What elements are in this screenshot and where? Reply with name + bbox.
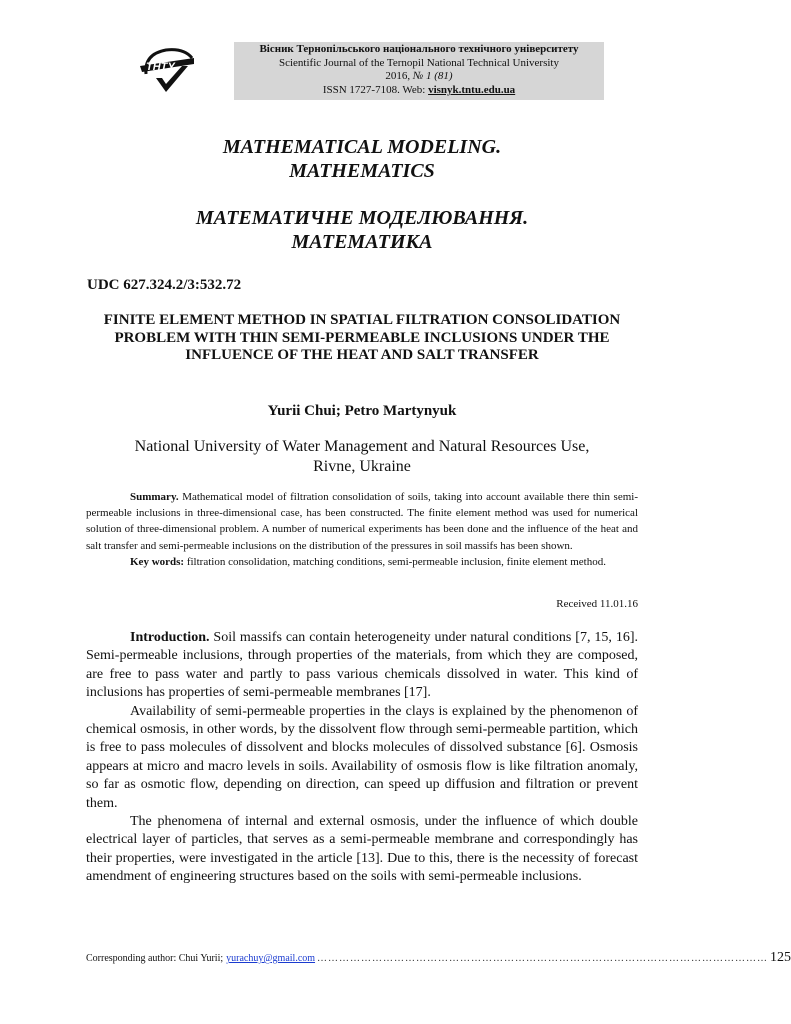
section-title-uk	[0, 206, 724, 254]
received-date: Received 11.01.16	[556, 598, 638, 610]
keywords-label: Key words:	[130, 555, 185, 568]
journal-issn-text: ISSN 1727-7108. Web:	[322, 83, 429, 96]
section-title-uk-line1: МАТЕМАТИЧНЕ МОДЕЛЮВАННЯ.	[195, 207, 529, 229]
keywords-text: filtration consolidation, matching conditions, semi-permeable inclusion, finite element method.	[184, 555, 606, 568]
author-email-link[interactable]: yurachuy@gmail.com	[226, 953, 316, 964]
journal-issue-number: № 1 (81)	[412, 70, 453, 83]
body-text	[86, 629, 638, 887]
journal-issn	[234, 84, 604, 98]
tntu-logo	[136, 44, 198, 96]
paragraph-osmosis: Availability of semi-permeable properties in the clays is explained by the phenomenon of chemical osmosis, in other words, by the dissolvent flow through semi-permeable partition, which is free to pass molecules of dissolvent and blocks molecules of dissolved substance [6]. Osmosis appears at micro and macro levels in soils. Availability of osmosis flow is like filtration anomaly, so far as osmotic flow, depending on direction, can speed up diffusion and filtration or prevent them.	[86, 703, 638, 811]
summary-paragraph	[86, 489, 638, 554]
section-title-en-line1: MATHEMATICAL MODELING.	[222, 136, 502, 158]
section-title-en-line2: MATHEMATICS	[289, 160, 435, 182]
summary-label: Summary.	[130, 491, 179, 503]
logo-text: ТНТУ	[146, 61, 175, 73]
footer	[86, 950, 791, 966]
affiliation-line2: Rivne, Ukraine	[313, 458, 411, 475]
section-title-en	[0, 135, 724, 183]
paragraph-intro	[86, 629, 638, 703]
footer-dot-leader: ……………………………………………………………………………………………………………	[317, 953, 769, 964]
keywords-paragraph	[86, 554, 638, 570]
page-number: 125	[770, 950, 791, 965]
summary-text: Mathematical model of filtration consolidation of soils, taking into account available there thin semi-permeable inclusions in three-dimensional case, has been constructed. The finite element method was used for numerical solution of three-dimensional problem. A number of numerical experiments has been done and the influence of the heat and salt transfer and semi-permeable inclusions on the distribution of the pressures in soil massifs has been shown.	[86, 491, 638, 552]
paragraph-phenomena: The phenomena of internal and external osmosis, under the influence of which double electrical layer of particles, that serves as a semi-permeable membrane and correspondingly has their properties, were investigated in the article [13]. Due to this, there is the necessity of forecast amendment of engineering structures based on the soils with semi-permeable inclusions.	[86, 814, 638, 885]
journal-title-en: Scientific Journal of the Ternopil National Technical University	[278, 56, 559, 69]
journal-website-link[interactable]: visnyk.tntu.edu.ua	[428, 83, 516, 96]
paragraph-intro-text: Soil massifs can contain heterogeneity under natural conditions [7, 15, 16]. Semi-permeable inclusions, through properties of the materials, from which they are composed, are free to pass water and partly to pass various chemicals dissolved in water. This kind of inclusions has properties of semi-permeable membranes [17].	[86, 630, 638, 701]
intro-heading: Introduction.	[130, 630, 210, 645]
journal-year: 2016,	[385, 70, 413, 83]
journal-issue	[234, 70, 604, 84]
section-title-uk-line2: МАТЕМАТИКА	[291, 231, 433, 253]
journal-title-uk: Вісник Тернопільського національного технічного університету	[259, 43, 579, 55]
affiliation-line1: National University of Water Management and Natural Resources Use,	[134, 438, 590, 455]
udc-code: UDC 627.324.2/3:532.72	[87, 277, 242, 293]
affiliation	[86, 437, 638, 477]
paper-title: FINITE ELEMENT METHOD IN SPATIAL FILTRATION CONSOLIDATION PROBLEM WITH THIN SEMI-PERMEABLE INCLUSIONS UNDER THE INFLUENCE OF THE HEAT AND SALT TRANSFER	[103, 312, 621, 364]
authors: Yurii Chui; Petro Martynyuk	[267, 403, 457, 419]
footer-author-label: Corresponding author: Chui Yurii;	[86, 953, 224, 964]
journal-header	[234, 42, 604, 100]
abstract	[86, 489, 638, 570]
